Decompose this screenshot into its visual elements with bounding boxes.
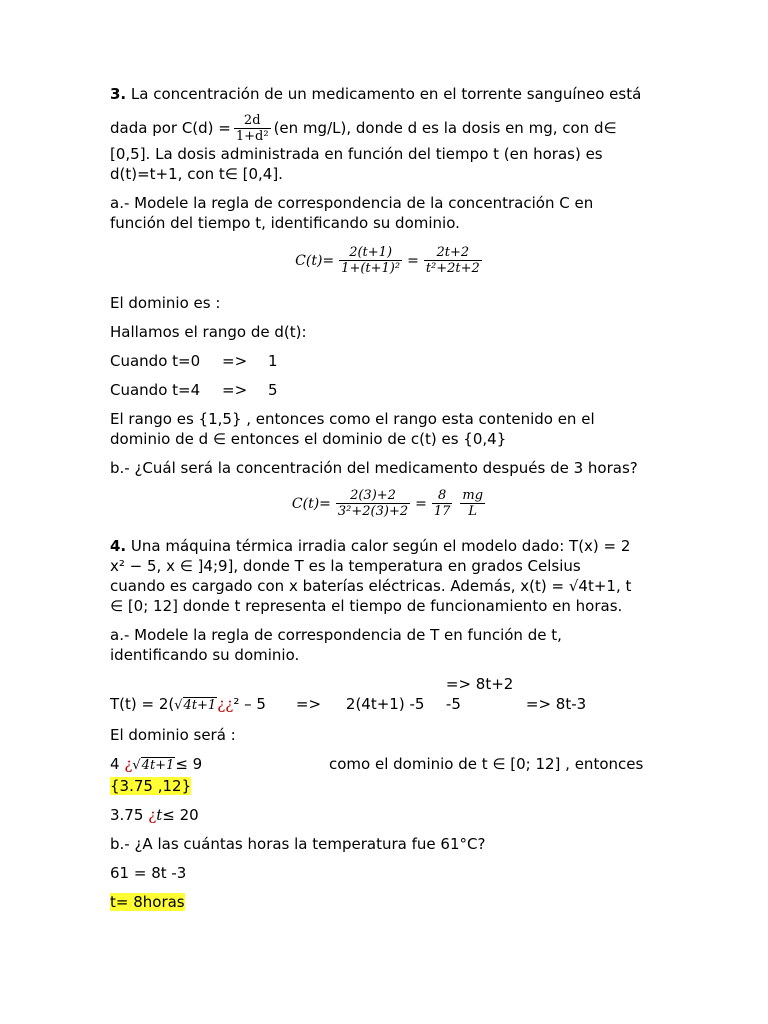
q4-statement-line1: 4. Una máquina térmica irradia calor según el modelo dado: T(x) = 2 — [110, 537, 631, 555]
q4-number: 4. — [110, 537, 127, 555]
q3-range-label: Hallamos el rango de d(t): — [110, 323, 307, 341]
q4-equation: 61 = 8t -3 — [110, 864, 187, 882]
q4-part-b: b.- ¿A las cuántas horas la temperatura fue 61°C? — [110, 835, 486, 853]
q3-statement-line4: d(t)=t+1, con t∈ [0,4]. — [110, 165, 283, 183]
q3-part-a-line1: a.- Modele la regla de correspondencia de la concentración C en — [110, 194, 594, 212]
q4-statement-line4: ∈ [0; 12] donde t representa el tiempo de funcionamiento en horas. — [110, 597, 623, 615]
q3-case-t4: Cuando t=4 => 5 — [110, 381, 278, 399]
q4-inequality-1: 4 ¿√4t+1≤ 9 como el dominio de t ∈ [0; 12] , entonces — [110, 755, 644, 773]
q4-domain-label: El dominio será : — [110, 726, 236, 744]
q3-equation-1: C(t)= $\frac{2(t+1)}{\text{1+(t+1)²}}$ = $\frac{2t+2}{\text{t²+2t+2}}$ — [295, 245, 480, 276]
q4-part-a-line1: a.- Modele la regla de correspondencia de T en función de t, — [110, 626, 562, 644]
q4-statement-line2: x² − 5, x ∈ ]4;9], donde T es la temperatura en grados Celsius — [110, 557, 581, 575]
q4-model-derivation: T(t) = 2(√4t+1¿¿² – 5 => 2(4t+1) -5=> 8t+2 -5 => 8t-3 — [110, 675, 587, 713]
document-page — [110, 84, 670, 912]
highlight-domain-answer: {3.75 ,12} — [110, 777, 192, 795]
q3-equation-2: C(t)= $\frac{2(3)+2}{\text{3²+2(3)+2}}$ = $\frac{8}{17}$ $\frac{mg}{L}$ — [291, 488, 484, 519]
q4-part-a-line2: identificando su dominio. — [110, 646, 300, 664]
q3-part-b: b.- ¿Cuál será la concentración del medicamento después de 3 horas? — [110, 459, 638, 477]
q4-statement-line3: cuando es cargado con x baterías eléctricas. Además, x(t) = √4t+1, t — [110, 577, 632, 595]
highlight-final-answer: t= 8horas — [110, 893, 185, 911]
q3-range-conclusion-line2: dominio de d ∈ entonces el dominio de c(t) es {0,4} — [110, 430, 507, 448]
q3-case-t0: Cuando t=0 => 1 — [110, 352, 278, 370]
q3-domain-label: El dominio es : — [110, 294, 221, 312]
q4-domain-answer — [110, 776, 670, 796]
q3-number: 3. — [110, 85, 127, 103]
q4-final-answer — [110, 892, 670, 912]
q3-statement-line1: 3. La concentración de un medicamento en el torrente sanguíneo está — [110, 85, 642, 103]
q4-inequality-2: 3.75 ¿t≤ 20 — [110, 806, 199, 824]
q3-statement-line2: dada por C(d) = $\frac{2d}{\text{1+d²}}$ (en mg/L), donde d es la dosis en mg, con d∈ — [110, 113, 617, 144]
q3-part-a-line2: función del tiempo t, identificando su dominio. — [110, 214, 460, 232]
q3-concentration-fraction: $\frac{2d}{\text{1+d²}}$ — [235, 113, 269, 144]
q3-range-conclusion-line1: El rango es {1,5} , entonces como el rango esta contenido en el — [110, 410, 595, 428]
q3-statement-line3: [0,5]. La dosis administrada en función del tiempo t (en horas) es — [110, 145, 603, 163]
